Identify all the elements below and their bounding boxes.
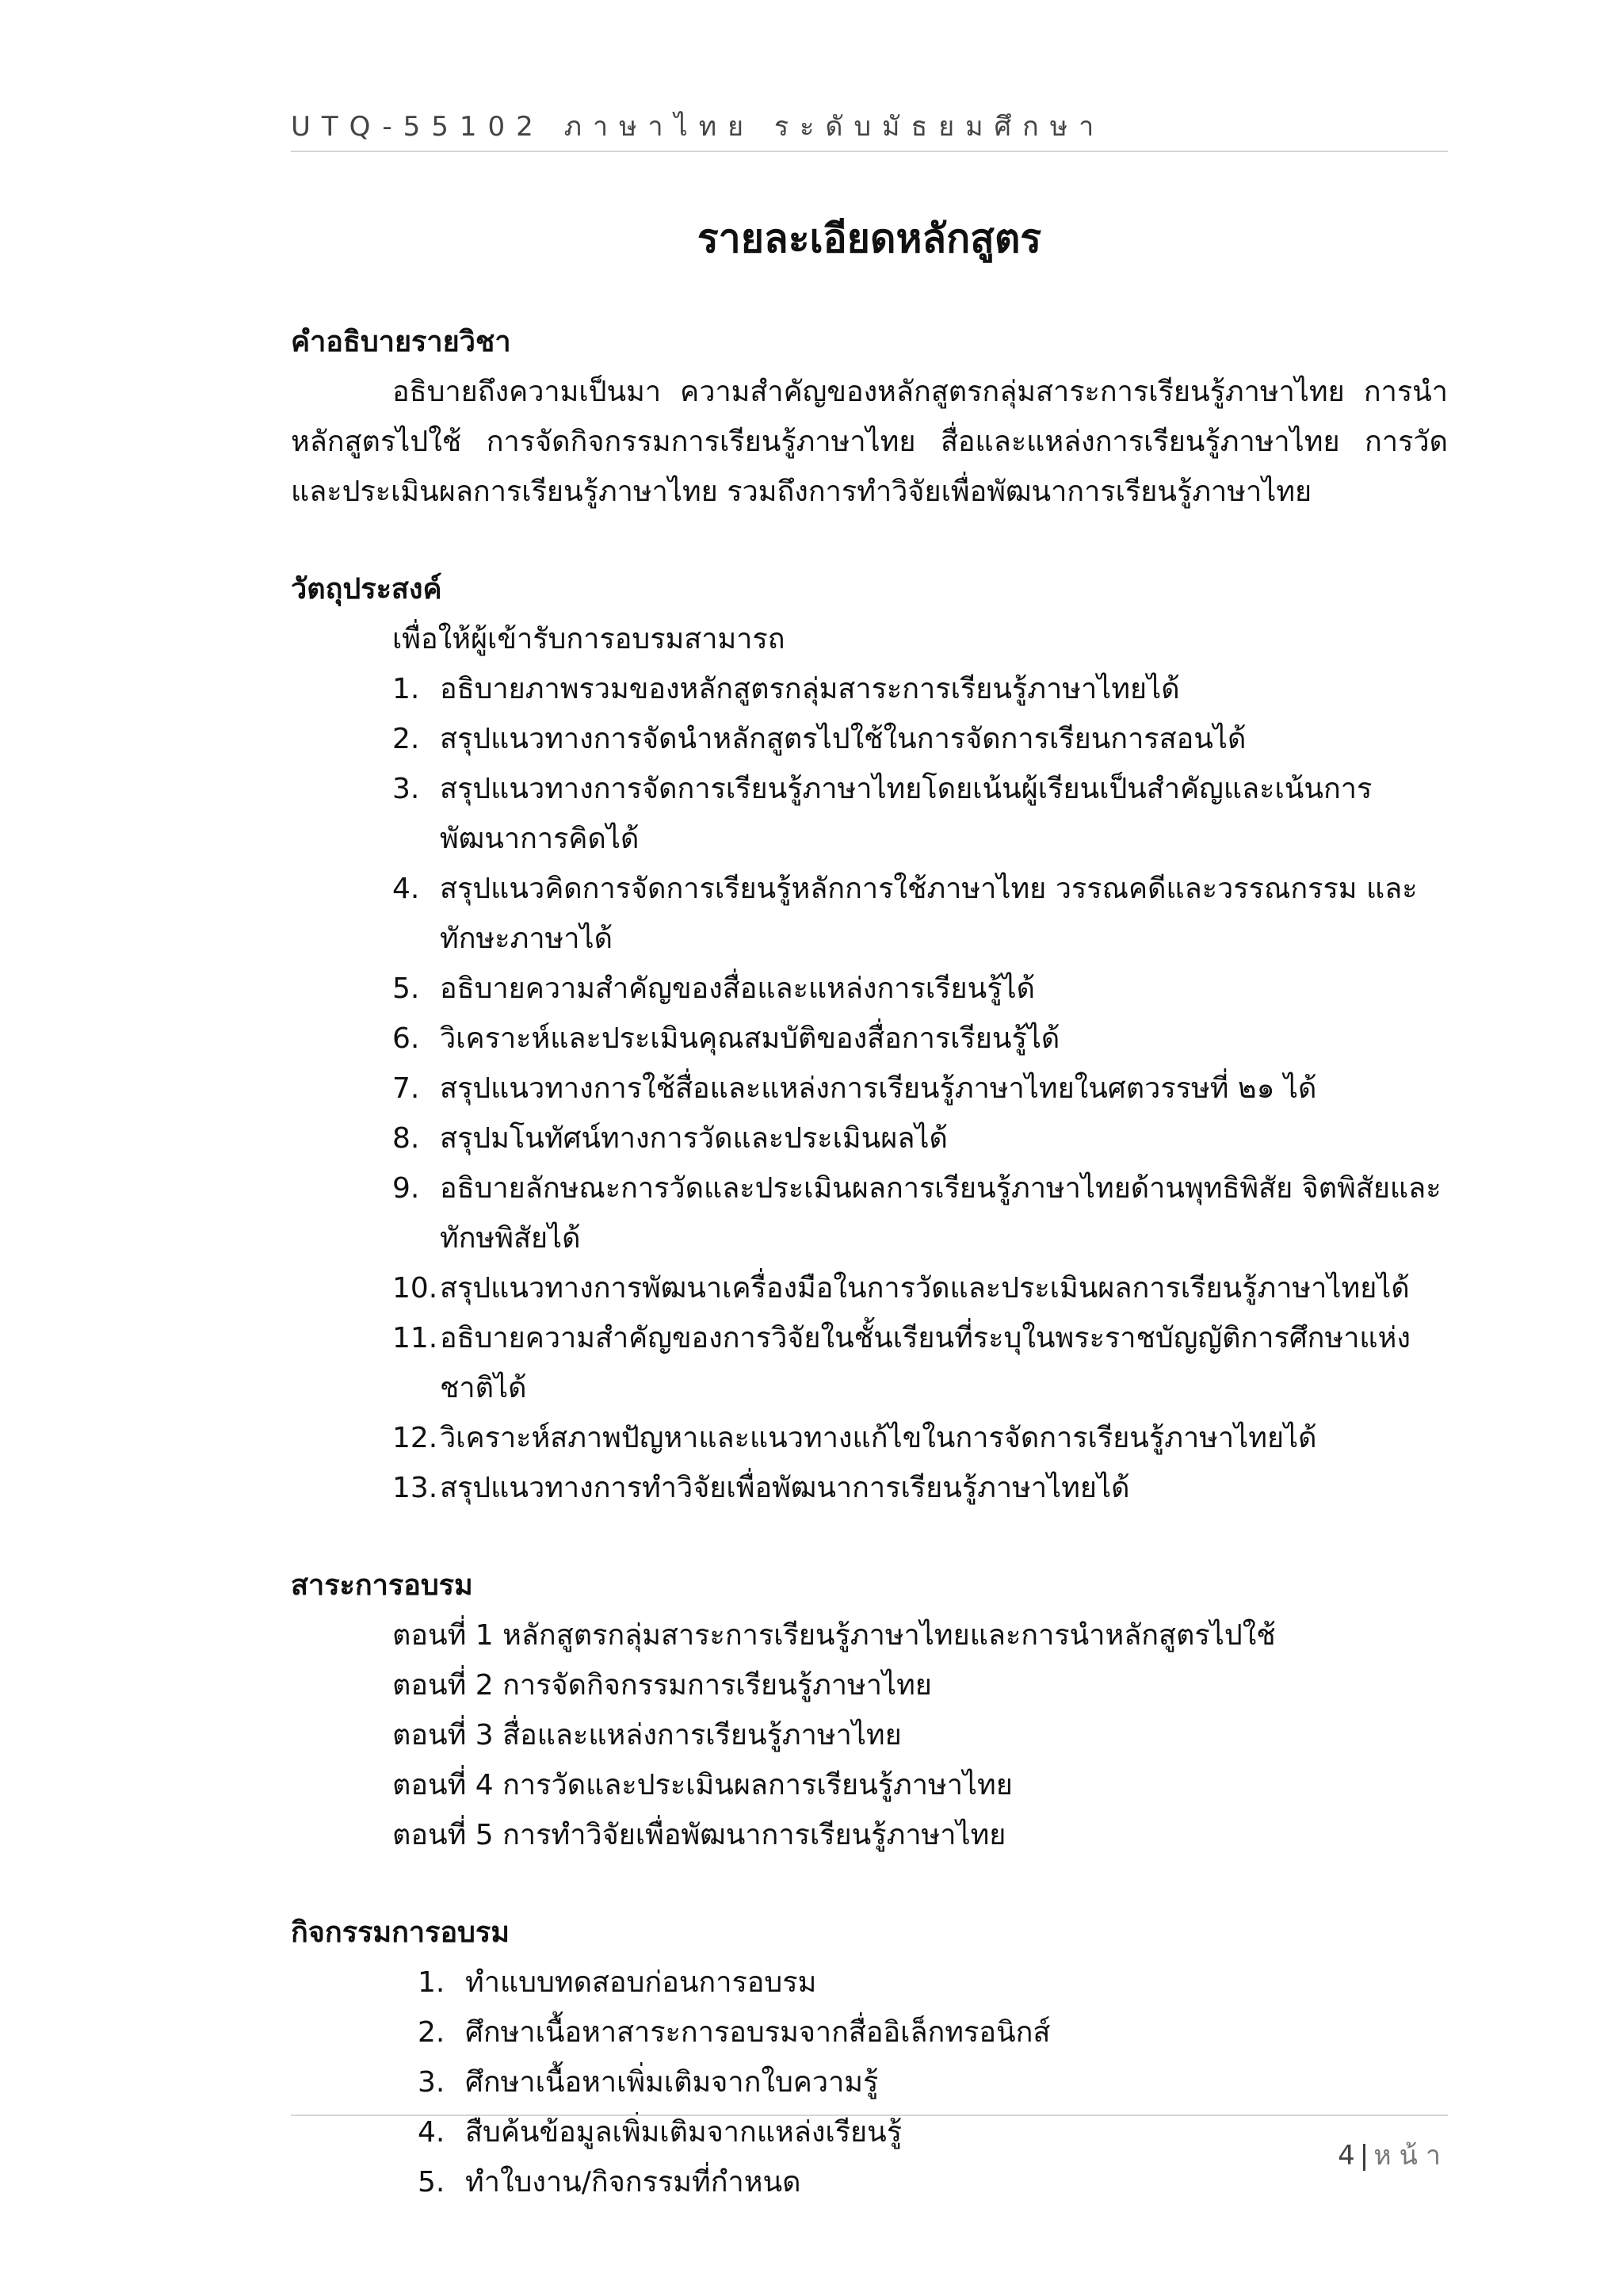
objective-text: สรุปแนวทางการทำวิจัยเพื่อพัฒนาการเรียนรู้ภาษาไทยได้ — [440, 1472, 1130, 1504]
content-units-heading: สาระการอบรม — [291, 1569, 473, 1602]
objectives-section — [291, 564, 1448, 1513]
section-spacer — [291, 1860, 1448, 1908]
activities-list — [291, 1958, 1448, 2207]
objectives-heading: วัตถุประสงค์ — [291, 573, 442, 606]
objective-item — [291, 1313, 1448, 1413]
objective-item — [291, 1413, 1448, 1463]
objective-item — [291, 714, 1448, 764]
objective-item — [291, 964, 1448, 1014]
activity-number: 4. — [418, 2116, 445, 2149]
activity-item — [291, 1958, 1448, 2008]
objective-text: อธิบายลักษณะการวัดและประเมินผลการเรียนรู้ภาษาไทยด้านพุทธิพิสัย จิตพิสัยและทักษพิสัยได้ — [440, 1172, 1442, 1255]
activity-text: ทำแบบทดสอบก่อนการอบรม — [465, 1966, 817, 1999]
objective-text: อธิบายความสำคัญของสื่อและแหล่งการเรียนรู้ได้ — [440, 972, 1036, 1005]
objective-number: 1. — [392, 673, 420, 705]
activities-heading: กิจกรรมการอบรม — [291, 1916, 510, 1949]
activity-item — [291, 2157, 1448, 2207]
activity-text: ทำใบงาน/กิจกรรมที่กำหนด — [465, 2166, 801, 2199]
footer-divider — [291, 2115, 1448, 2116]
objective-text: สรุปมโนทัศน์ทางการวัดและประเมินผลได้ — [440, 1122, 948, 1155]
activity-number: 1. — [418, 1966, 445, 1999]
objective-number: 8. — [392, 1122, 420, 1155]
content-units-section — [291, 1561, 1448, 1860]
section-spacer — [291, 1513, 1448, 1561]
course-description-section — [291, 317, 1448, 517]
activity-number: 5. — [418, 2166, 445, 2199]
objective-item — [291, 1064, 1448, 1114]
objective-text: อธิบายภาพรวมของหลักสูตรกลุ่มสาระการเรียนรู้ภาษาไทยได้ — [440, 673, 1180, 705]
main-content — [291, 317, 1448, 2207]
activity-text: ศึกษาเนื้อหาสาระการอบรมจากสื่ออิเล็กทรอนิกส์ — [465, 2016, 1051, 2049]
objective-text: สรุปแนวทางการจัดการเรียนรู้ภาษาไทยโดยเน้นผู้เรียนเป็นสำคัญและเน้นการพัฒนาการคิดได้ — [440, 773, 1373, 855]
content-unit-item: ตอนที่ 2 การจัดกิจกรรมการเรียนรู้ภาษาไทย — [392, 1669, 932, 1702]
page-number: 4 — [1338, 2140, 1355, 2172]
activity-text: สืบค้นข้อมูลเพิ่มเติมจากแหล่งเรียนรู้ — [465, 2116, 903, 2149]
content-unit-item: ตอนที่ 4 การวัดและประเมินผลการเรียนรู้ภาษาไทย — [392, 1769, 1013, 1801]
activity-number: 2. — [418, 2016, 445, 2049]
objective-item — [291, 1114, 1448, 1163]
objective-text: สรุปแนวทางการจัดนำหลักสูตรไปใช้ในการจัดการเรียนการสอนได้ — [440, 723, 1247, 755]
content-unit-item: ตอนที่ 1 หลักสูตรกลุ่มสาระการเรียนรู้ภาษาไทยและการนำหลักสูตรไปใช้ — [392, 1619, 1276, 1652]
header-divider — [291, 151, 1448, 152]
activity-text: ศึกษาเนื้อหาเพิ่มเติมจากใบความรู้ — [465, 2066, 879, 2099]
objective-number: 5. — [392, 972, 420, 1005]
content-unit-item: ตอนที่ 5 การทำวิจัยเพื่อพัฒนาการเรียนรู้ภาษาไทย — [392, 1819, 1006, 1851]
objective-number: 10. — [392, 1272, 438, 1305]
objective-item — [291, 1014, 1448, 1064]
objective-text: วิเคราะห์สภาพปัญหาและแนวทางแก้ไขในการจัดการเรียนรู้ภาษาไทยได้ — [440, 1422, 1317, 1454]
content-units-list — [291, 1610, 1448, 1860]
footer-separator: | — [1359, 2140, 1369, 2172]
objective-item — [291, 764, 1448, 864]
objective-item — [291, 864, 1448, 964]
section-spacer — [291, 517, 1448, 564]
objective-text: สรุปแนวคิดการจัดการเรียนรู้หลักการใช้ภาษาไทย วรรณคดีและวรรณกรรม และทักษะภาษาได้ — [440, 873, 1418, 955]
objective-text: สรุปแนวทางการพัฒนาเครื่องมือในการวัดและประเมินผลการเรียนรู้ภาษาไทยได้ — [440, 1272, 1410, 1305]
objective-number: 11. — [392, 1322, 438, 1354]
objective-number: 13. — [392, 1472, 438, 1504]
objective-number: 7. — [392, 1072, 420, 1105]
objective-text: สรุปแนวทางการใช้สื่อและแหล่งการเรียนรู้ภาษาไทยในศตวรรษที่ ๒๑ ได้ — [440, 1072, 1317, 1105]
objective-number: 2. — [392, 723, 420, 755]
objective-item — [291, 1263, 1448, 1313]
objectives-list — [291, 664, 1448, 1513]
activity-item — [291, 2008, 1448, 2057]
content-unit-item: ตอนที่ 3 สื่อและแหล่งการเรียนรู้ภาษาไทย — [392, 1719, 902, 1752]
page-title: รายละเอียดหลักสูตร — [697, 216, 1042, 262]
activities-section — [291, 1908, 1448, 2207]
objectives-intro: เพื่อให้ผู้เข้ารับการอบรมสามารถ — [392, 623, 785, 655]
activity-item — [291, 2057, 1448, 2107]
course-description-text: อธิบายถึงความเป็นมา ความสำคัญของหลักสูตรกลุ่มสาระการเรียนรู้ภาษาไทย การนำหลักสูตรไปใช้ การจัดกิจกรรมการเรียนรู้ภาษาไทย สื่อและแหล่งการเรียนรู้ภาษาไทย การวัดและประเมินผลการเรียนรู้ภาษาไทย รวมถึงการทำวิจัยเพื่อพัฒนาการเรียนรู้ภาษาไทย — [291, 376, 1448, 508]
activity-number: 3. — [418, 2066, 445, 2099]
course-description-heading: คำอธิบายรายวิชา — [291, 326, 511, 358]
objective-item — [291, 1163, 1448, 1263]
objective-number: 12. — [392, 1422, 438, 1454]
objective-text: วิเคราะห์และประเมินคุณสมบัติของสื่อการเรียนรู้ได้ — [440, 1022, 1060, 1055]
running-header: UTQ-55102 ภาษาไทย ระดับมัธยมศึกษา — [291, 111, 1106, 143]
objective-number: 6. — [392, 1022, 420, 1055]
objective-number: 3. — [392, 773, 420, 805]
page-label: หน้า — [1373, 2140, 1449, 2172]
objective-number: 4. — [392, 873, 420, 905]
objective-item — [291, 664, 1448, 714]
objective-number: 9. — [392, 1172, 420, 1205]
page-footer — [1338, 2134, 1449, 2176]
objective-item — [291, 1463, 1448, 1513]
objective-text: อธิบายความสำคัญของการวิจัยในชั้นเรียนที่ระบุในพระราชบัญญัติการศึกษาแห่งชาติได้ — [440, 1322, 1411, 1404]
